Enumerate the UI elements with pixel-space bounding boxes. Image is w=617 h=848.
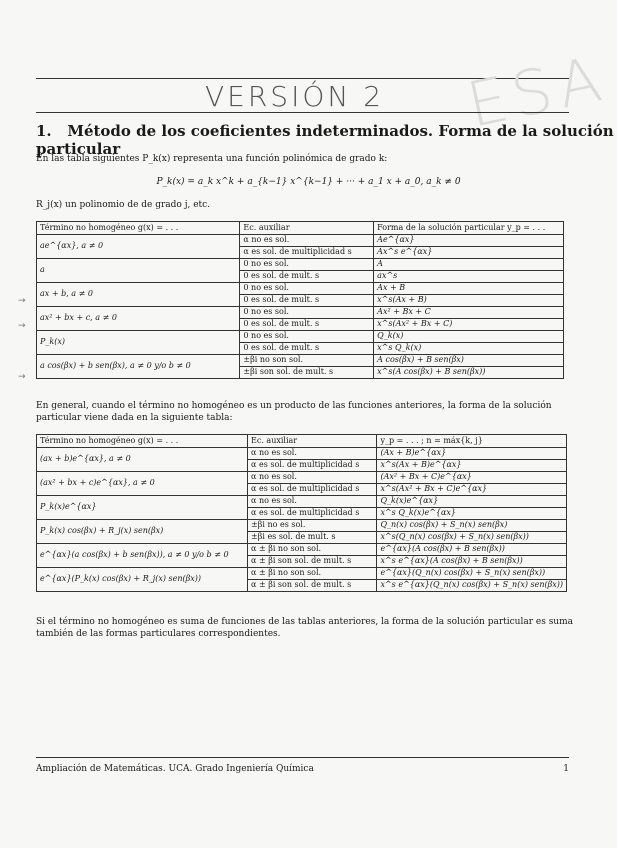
header-cell: Término no homogéneo g(x) = . . . bbox=[37, 222, 240, 235]
header-cell: Forma de la solución particular y_p = . . . bbox=[374, 222, 564, 235]
term-cell: ax + b, a ≠ 0 bbox=[37, 283, 240, 307]
aux-cell: α ± βi son sol. de mult. s bbox=[248, 580, 377, 592]
table-1 bbox=[36, 221, 564, 379]
solution-cell: x^s e^{αx}(Q_n(x) cos(βx) + S_n(x) sen(βx)) bbox=[377, 580, 567, 592]
table-row bbox=[37, 259, 564, 271]
solution-cell: (Ax² + Bx + C)e^{αx} bbox=[377, 472, 567, 484]
solution-cell: e^{αx}(Q_n(x) cos(βx) + S_n(x) sen(βx)) bbox=[377, 568, 567, 580]
solution-cell: ax^s bbox=[374, 271, 564, 283]
header-cell: Ec. auxiliar bbox=[240, 222, 374, 235]
table-header-row bbox=[37, 222, 564, 235]
intro-line2: R_j(x) un polinomio de de grado j, etc. bbox=[36, 200, 211, 210]
aux-cell: α no es sol. bbox=[248, 448, 377, 460]
header-cell: y_p = . . . ; n = máx{k, j} bbox=[377, 435, 567, 448]
solution-cell: x^s Q_k(x) bbox=[374, 343, 564, 355]
section-number: 1. bbox=[36, 122, 52, 140]
table-row bbox=[37, 520, 567, 532]
solution-cell: x^s(Ax + B) bbox=[374, 295, 564, 307]
closing-paragraph: Si el término no homogéneo es suma de funciones de las tablas anteriores, la forma de la solución particular es suma también de las formas particulares correspondientes. bbox=[36, 617, 574, 639]
solution-cell: x^s(Ax² + Bx + C) bbox=[374, 319, 564, 331]
solution-cell: Ax + B bbox=[374, 283, 564, 295]
aux-cell: α es sol. de multiplicidad s bbox=[248, 508, 377, 520]
solution-cell: x^s(Ax + B)e^{αx} bbox=[377, 460, 567, 472]
intro-line1: En las tabla siguientes P_k(x) representa una función polinómica de grado k: bbox=[36, 154, 388, 164]
aux-cell: α ± βi no son sol. bbox=[248, 568, 377, 580]
solution-cell: x^s Q_k(x)e^{αx} bbox=[377, 508, 567, 520]
term-cell: P_k(x) bbox=[37, 331, 240, 355]
term-cell: ae^{αx}, a ≠ 0 bbox=[37, 235, 240, 259]
term-cell: a bbox=[37, 259, 240, 283]
solution-cell: x^s(Ax² + Bx + C)e^{αx} bbox=[377, 484, 567, 496]
page-number: 1 bbox=[563, 764, 569, 774]
term-cell: (ax² + bx + c)e^{αx}, a ≠ 0 bbox=[37, 472, 248, 496]
term-cell: e^{αx}(P_k(x) cos(βx) + R_j(x) sen(βx)) bbox=[37, 568, 248, 592]
solution-cell: A cos(βx) + B sen(βx) bbox=[374, 355, 564, 367]
aux-cell: α no es sol. bbox=[248, 496, 377, 508]
aux-cell: ±βi es sol. de mult. s bbox=[248, 532, 377, 544]
table-2 bbox=[36, 434, 567, 592]
solution-cell: x^s(A cos(βx) + B sen(βx)) bbox=[374, 367, 564, 379]
aux-cell: ±βi no es sol. bbox=[248, 520, 377, 532]
handwritten-corner-mark: ESA bbox=[460, 41, 614, 142]
solution-cell: Q_k(x) bbox=[374, 331, 564, 343]
aux-cell: α ± βi no son sol. bbox=[248, 544, 377, 556]
aux-cell: ±βi no son sol. bbox=[240, 355, 374, 367]
aux-cell: 0 no es sol. bbox=[240, 283, 374, 295]
aux-cell: ±βi son sol. de mult. s bbox=[240, 367, 374, 379]
solution-cell: Ax² + Bx + C bbox=[374, 307, 564, 319]
aux-cell: 0 es sol. de mult. s bbox=[240, 343, 374, 355]
term-cell: e^{αx}(a cos(βx) + b sen(βx)), a ≠ 0 y/o b ≠ 0 bbox=[37, 544, 248, 568]
middle-paragraph: En general, cuando el término no homogéneo es un producto de las funciones anteriores, la forma de la solución particular viene dada en la siguiente tabla: bbox=[36, 401, 552, 423]
table-row bbox=[37, 355, 564, 367]
polynomial-formula: P_k(x) = a_k x^k + a_{k−1} x^{k−1} + ··· + a_1 x + a_0, a_k ≠ 0 bbox=[156, 177, 461, 187]
table-row bbox=[37, 544, 567, 556]
pencil-arrow-mark: → bbox=[18, 296, 26, 306]
solution-cell: x^s e^{αx}(A cos(βx) + B sen(βx)) bbox=[377, 556, 567, 568]
solution-cell: Ae^{αx} bbox=[374, 235, 564, 247]
term-cell: ax² + bx + c, a ≠ 0 bbox=[37, 307, 240, 331]
aux-cell: 0 no es sol. bbox=[240, 259, 374, 271]
aux-cell: 0 es sol. de mult. s bbox=[240, 271, 374, 283]
term-cell: (ax + b)e^{αx}, a ≠ 0 bbox=[37, 448, 248, 472]
solution-cell: Ax^s e^{αx} bbox=[374, 247, 564, 259]
table-row bbox=[37, 568, 567, 580]
pencil-arrow-mark: → bbox=[18, 372, 26, 382]
aux-cell: α es sol. de multiplicidad s bbox=[248, 460, 377, 472]
handwritten-version: VERSIÓN 2 bbox=[205, 80, 385, 113]
second-rule bbox=[36, 112, 569, 113]
table-row bbox=[37, 496, 567, 508]
aux-cell: α no es sol. bbox=[248, 472, 377, 484]
aux-cell: 0 es sol. de mult. s bbox=[240, 319, 374, 331]
solution-cell: e^{αx}(A cos(βx) + B sen(βx)) bbox=[377, 544, 567, 556]
table-row bbox=[37, 235, 564, 247]
table-row bbox=[37, 283, 564, 295]
solution-cell: (Ax + B)e^{αx} bbox=[377, 448, 567, 460]
aux-cell: α ± βi son sol. de mult. s bbox=[248, 556, 377, 568]
footer bbox=[36, 764, 569, 774]
footer-text: Ampliación de Matemáticas. UCA. Grado Ingeniería Química bbox=[36, 764, 314, 774]
solution-cell: x^s(Q_n(x) cos(βx) + S_n(x) sen(βx)) bbox=[377, 532, 567, 544]
table-header-row bbox=[37, 435, 567, 448]
pencil-arrow-mark: → bbox=[18, 321, 26, 331]
term-cell: P_k(x)e^{αx} bbox=[37, 496, 248, 520]
section-title: Método de los coeficientes indeterminados. Forma de la solución particular bbox=[36, 122, 614, 158]
table-row bbox=[37, 331, 564, 343]
footer-rule bbox=[36, 757, 569, 758]
aux-cell: α es sol. de multiplicidad s bbox=[240, 247, 374, 259]
table-row bbox=[37, 472, 567, 484]
aux-cell: α es sol. de multiplicidad s bbox=[248, 484, 377, 496]
aux-cell: 0 es sol. de mult. s bbox=[240, 295, 374, 307]
header-cell: Ec. auxiliar bbox=[248, 435, 377, 448]
aux-cell: α no es sol. bbox=[240, 235, 374, 247]
term-cell: a cos(βx) + b sen(βx), a ≠ 0 y/o b ≠ 0 bbox=[37, 355, 240, 379]
solution-cell: Q_n(x) cos(βx) + S_n(x) sen(βx) bbox=[377, 520, 567, 532]
solution-cell: A bbox=[374, 259, 564, 271]
table-row bbox=[37, 448, 567, 460]
solution-cell: Q_k(x)e^{αx} bbox=[377, 496, 567, 508]
aux-cell: 0 no es sol. bbox=[240, 307, 374, 319]
aux-cell: 0 no es sol. bbox=[240, 331, 374, 343]
term-cell: P_k(x) cos(βx) + R_j(x) sen(βx) bbox=[37, 520, 248, 544]
table-row bbox=[37, 307, 564, 319]
header-cell: Término no homogéneo g(x) = . . . bbox=[37, 435, 248, 448]
